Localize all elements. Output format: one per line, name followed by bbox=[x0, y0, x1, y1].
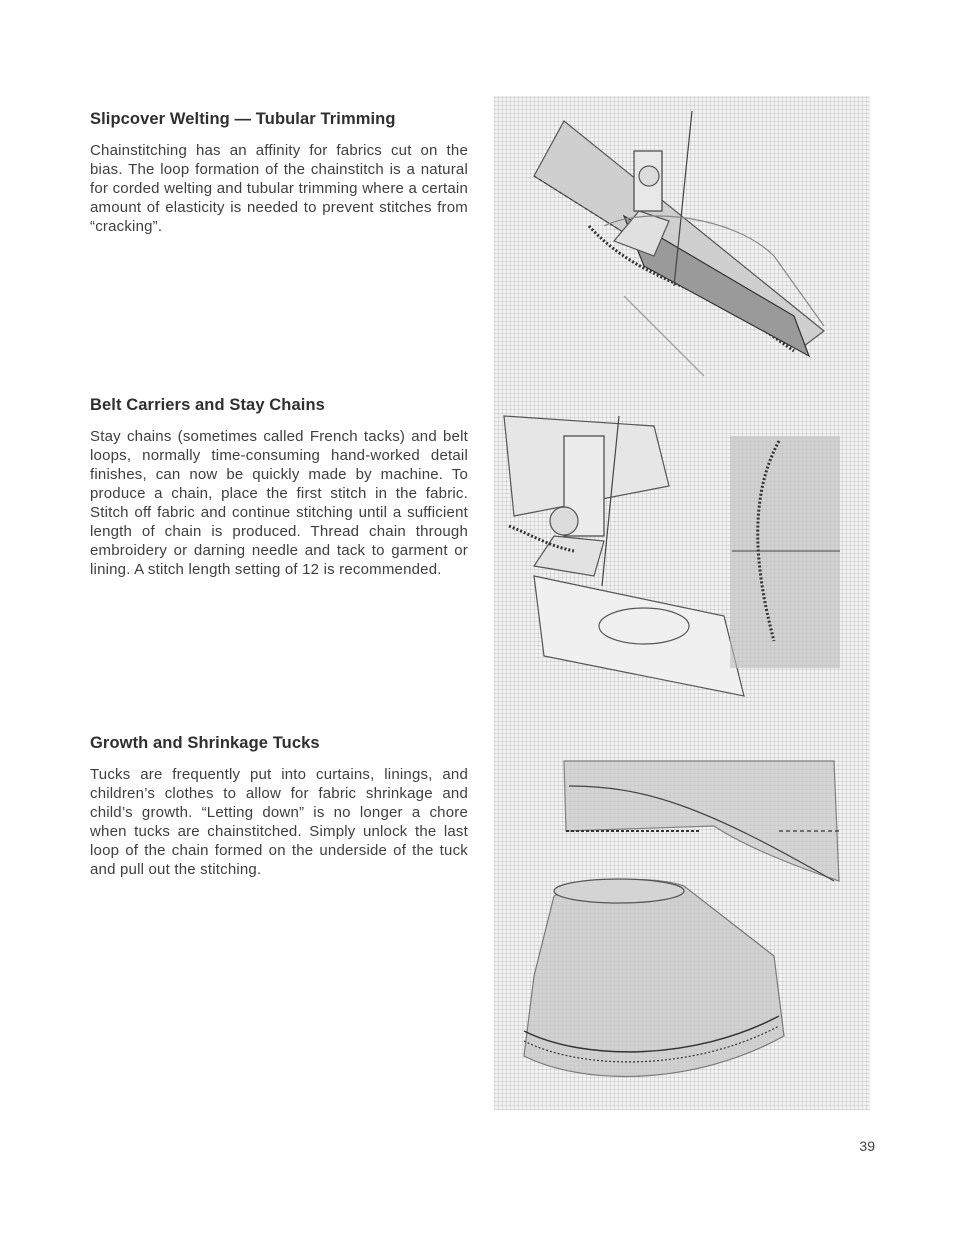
paragraph-belt-carriers: Stay chains (sometimes called French tacks) and belt loops, normally time-consuming hand-worked detail finishes, can now be quickly made by machine. To produce a chain, place the first stitch in the fabric. Stitch off fabric and continue stitching until a sufficient length of chain is produced. Thread chain through embroidery or darning needle and tack to garment or lining. A stitch length setting of 12 is recommended. bbox=[90, 428, 468, 578]
heading-belt-carriers: Belt Carriers and Stay Chains bbox=[90, 396, 325, 414]
heading-growth-tucks: Growth and Shrinkage Tucks bbox=[90, 734, 320, 752]
section-growth-tucks bbox=[90, 734, 468, 879]
stay-chain-tack-illustration bbox=[730, 436, 840, 668]
tucks-illustration bbox=[524, 761, 839, 1076]
section-slipcover-welting bbox=[90, 110, 468, 236]
heading-slipcover-welting: Slipcover Welting — Tubular Trimming bbox=[90, 110, 396, 128]
welting-illustration bbox=[534, 111, 824, 376]
paragraph-slipcover-welting: Chainstitching has an affinity for fabrics cut on the bias. The loop formation of the chainstitch is a natural for corded welting and tubular trimming where a certain amount of elasticity is needed to prevent stitches from “cracking”. bbox=[90, 142, 468, 235]
page-number: 39 bbox=[859, 1138, 875, 1154]
paragraph-growth-tucks: Tucks are frequently put into curtains, linings, and children’s clothes to allow for fabric shrinkage and child’s growth. “Letting down” is no longer a chore when tucks are chainstitched. Simply unlock the last loop of the chain formed on the underside of the tuck and pull out the stitching. bbox=[90, 766, 468, 878]
section-belt-carriers bbox=[90, 396, 468, 579]
illustration-panel bbox=[494, 96, 870, 1110]
stay-chain-machine-illustration bbox=[504, 416, 744, 696]
illustrations bbox=[494, 96, 870, 1110]
